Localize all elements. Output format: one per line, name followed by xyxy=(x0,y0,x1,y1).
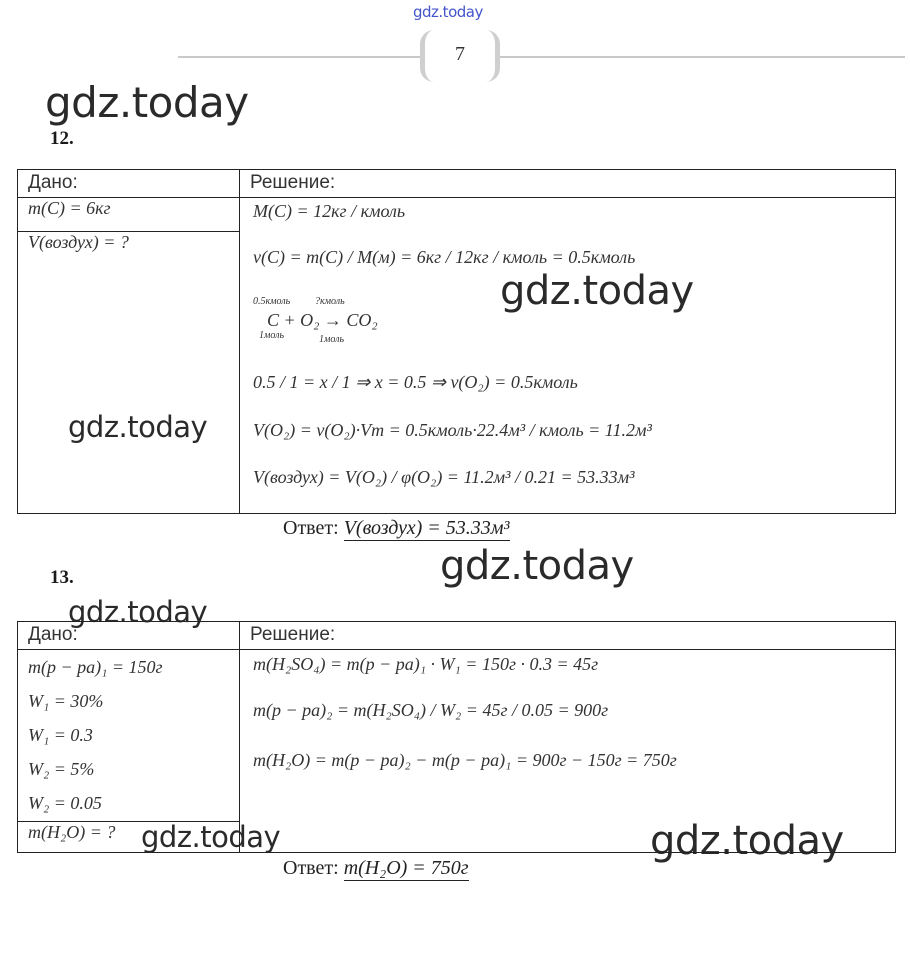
watermark: gdz.today xyxy=(650,818,844,864)
solution-header: Решение: xyxy=(240,622,896,650)
reaction-equation xyxy=(253,296,453,350)
given-item: W₂ = 0.05 xyxy=(28,793,102,813)
page-number: 7 xyxy=(420,30,500,82)
solution-line: ν(C) = m(C) / M(м) = 6кг / 12кг / кмоль = 0.5кмоль xyxy=(253,247,636,267)
given-header: Дано: xyxy=(18,170,240,198)
solution-line: m(H₂O) = m(p − pa)₂ − m(p − pa)₁ = 900г − 150г = 750г xyxy=(253,750,677,770)
solution-header: Решение: xyxy=(240,170,896,198)
header-rule-right xyxy=(500,56,905,58)
answer-value: m(H₂O) = 750г xyxy=(343,857,469,879)
reaction-main: C + O₂ → CO₂ xyxy=(267,310,378,330)
given-item: m(C) = 6кг xyxy=(28,198,111,218)
task-number: 13. xyxy=(50,567,74,588)
given-header: Дано: xyxy=(18,622,240,650)
solution-line: 0.5 / 1 = x / 1 ⇒ x = 0.5 ⇒ ν(O₂) = 0.5кмоль xyxy=(253,372,578,392)
solution-line: V(воздух) = V(O₂) / φ(O₂) = 11.2м³ / 0.21 = 53.33м³ xyxy=(253,467,635,487)
given-cell xyxy=(18,822,240,853)
given-item: m(p − pa)₁ = 150г xyxy=(28,657,163,677)
reaction-note: 0.5кмоль xyxy=(253,296,291,307)
answer xyxy=(283,517,510,540)
given-item: V(воздух) = ? xyxy=(28,232,129,252)
watermark-top: gdz.today xyxy=(413,3,483,21)
solution-line: M(C) = 12кг / кмоль xyxy=(253,201,406,221)
watermark: gdz.today xyxy=(45,78,249,127)
watermark: gdz.today xyxy=(68,595,208,629)
given-item: m(H₂O) = ? xyxy=(28,822,116,842)
watermark: gdz.today xyxy=(68,410,208,444)
answer-value: V(воздух) = 53.33м³ xyxy=(343,517,510,539)
given-cell xyxy=(18,650,240,822)
watermark: gdz.today xyxy=(500,268,694,314)
solution-line: m(p − pa)₂ = m(H₂SO₄) / W₂ = 45г / 0.05 = 900г xyxy=(253,700,609,720)
watermark: gdz.today xyxy=(440,543,634,589)
task-number: 12. xyxy=(50,128,74,149)
given-item: W₁ = 30% xyxy=(28,691,104,711)
answer-label: Ответ: xyxy=(283,517,339,539)
solution-line: m(H₂SO₄) = m(p − pa)₁ · W₁ = 150г · 0.3 = 45г xyxy=(253,654,599,674)
reaction-note: ?кмоль xyxy=(315,296,345,307)
given-cell xyxy=(18,198,240,232)
answer-label: Ответ: xyxy=(283,857,339,879)
watermark: gdz.today xyxy=(141,820,281,854)
given-cell xyxy=(18,232,240,514)
solution-line: V(O₂) = ν(O₂)·Vm = 0.5кмоль·22.4м³ / кмоль = 11.2м³ xyxy=(253,420,652,440)
reaction-note: 1моль xyxy=(259,330,285,341)
header-rule-left xyxy=(178,56,420,58)
answer xyxy=(283,857,469,880)
given-item: W₁ = 0.3 xyxy=(28,725,93,745)
given-item: W₂ = 5% xyxy=(28,759,95,779)
reaction-note: 1моль xyxy=(319,334,345,345)
task-12-table xyxy=(17,169,896,514)
